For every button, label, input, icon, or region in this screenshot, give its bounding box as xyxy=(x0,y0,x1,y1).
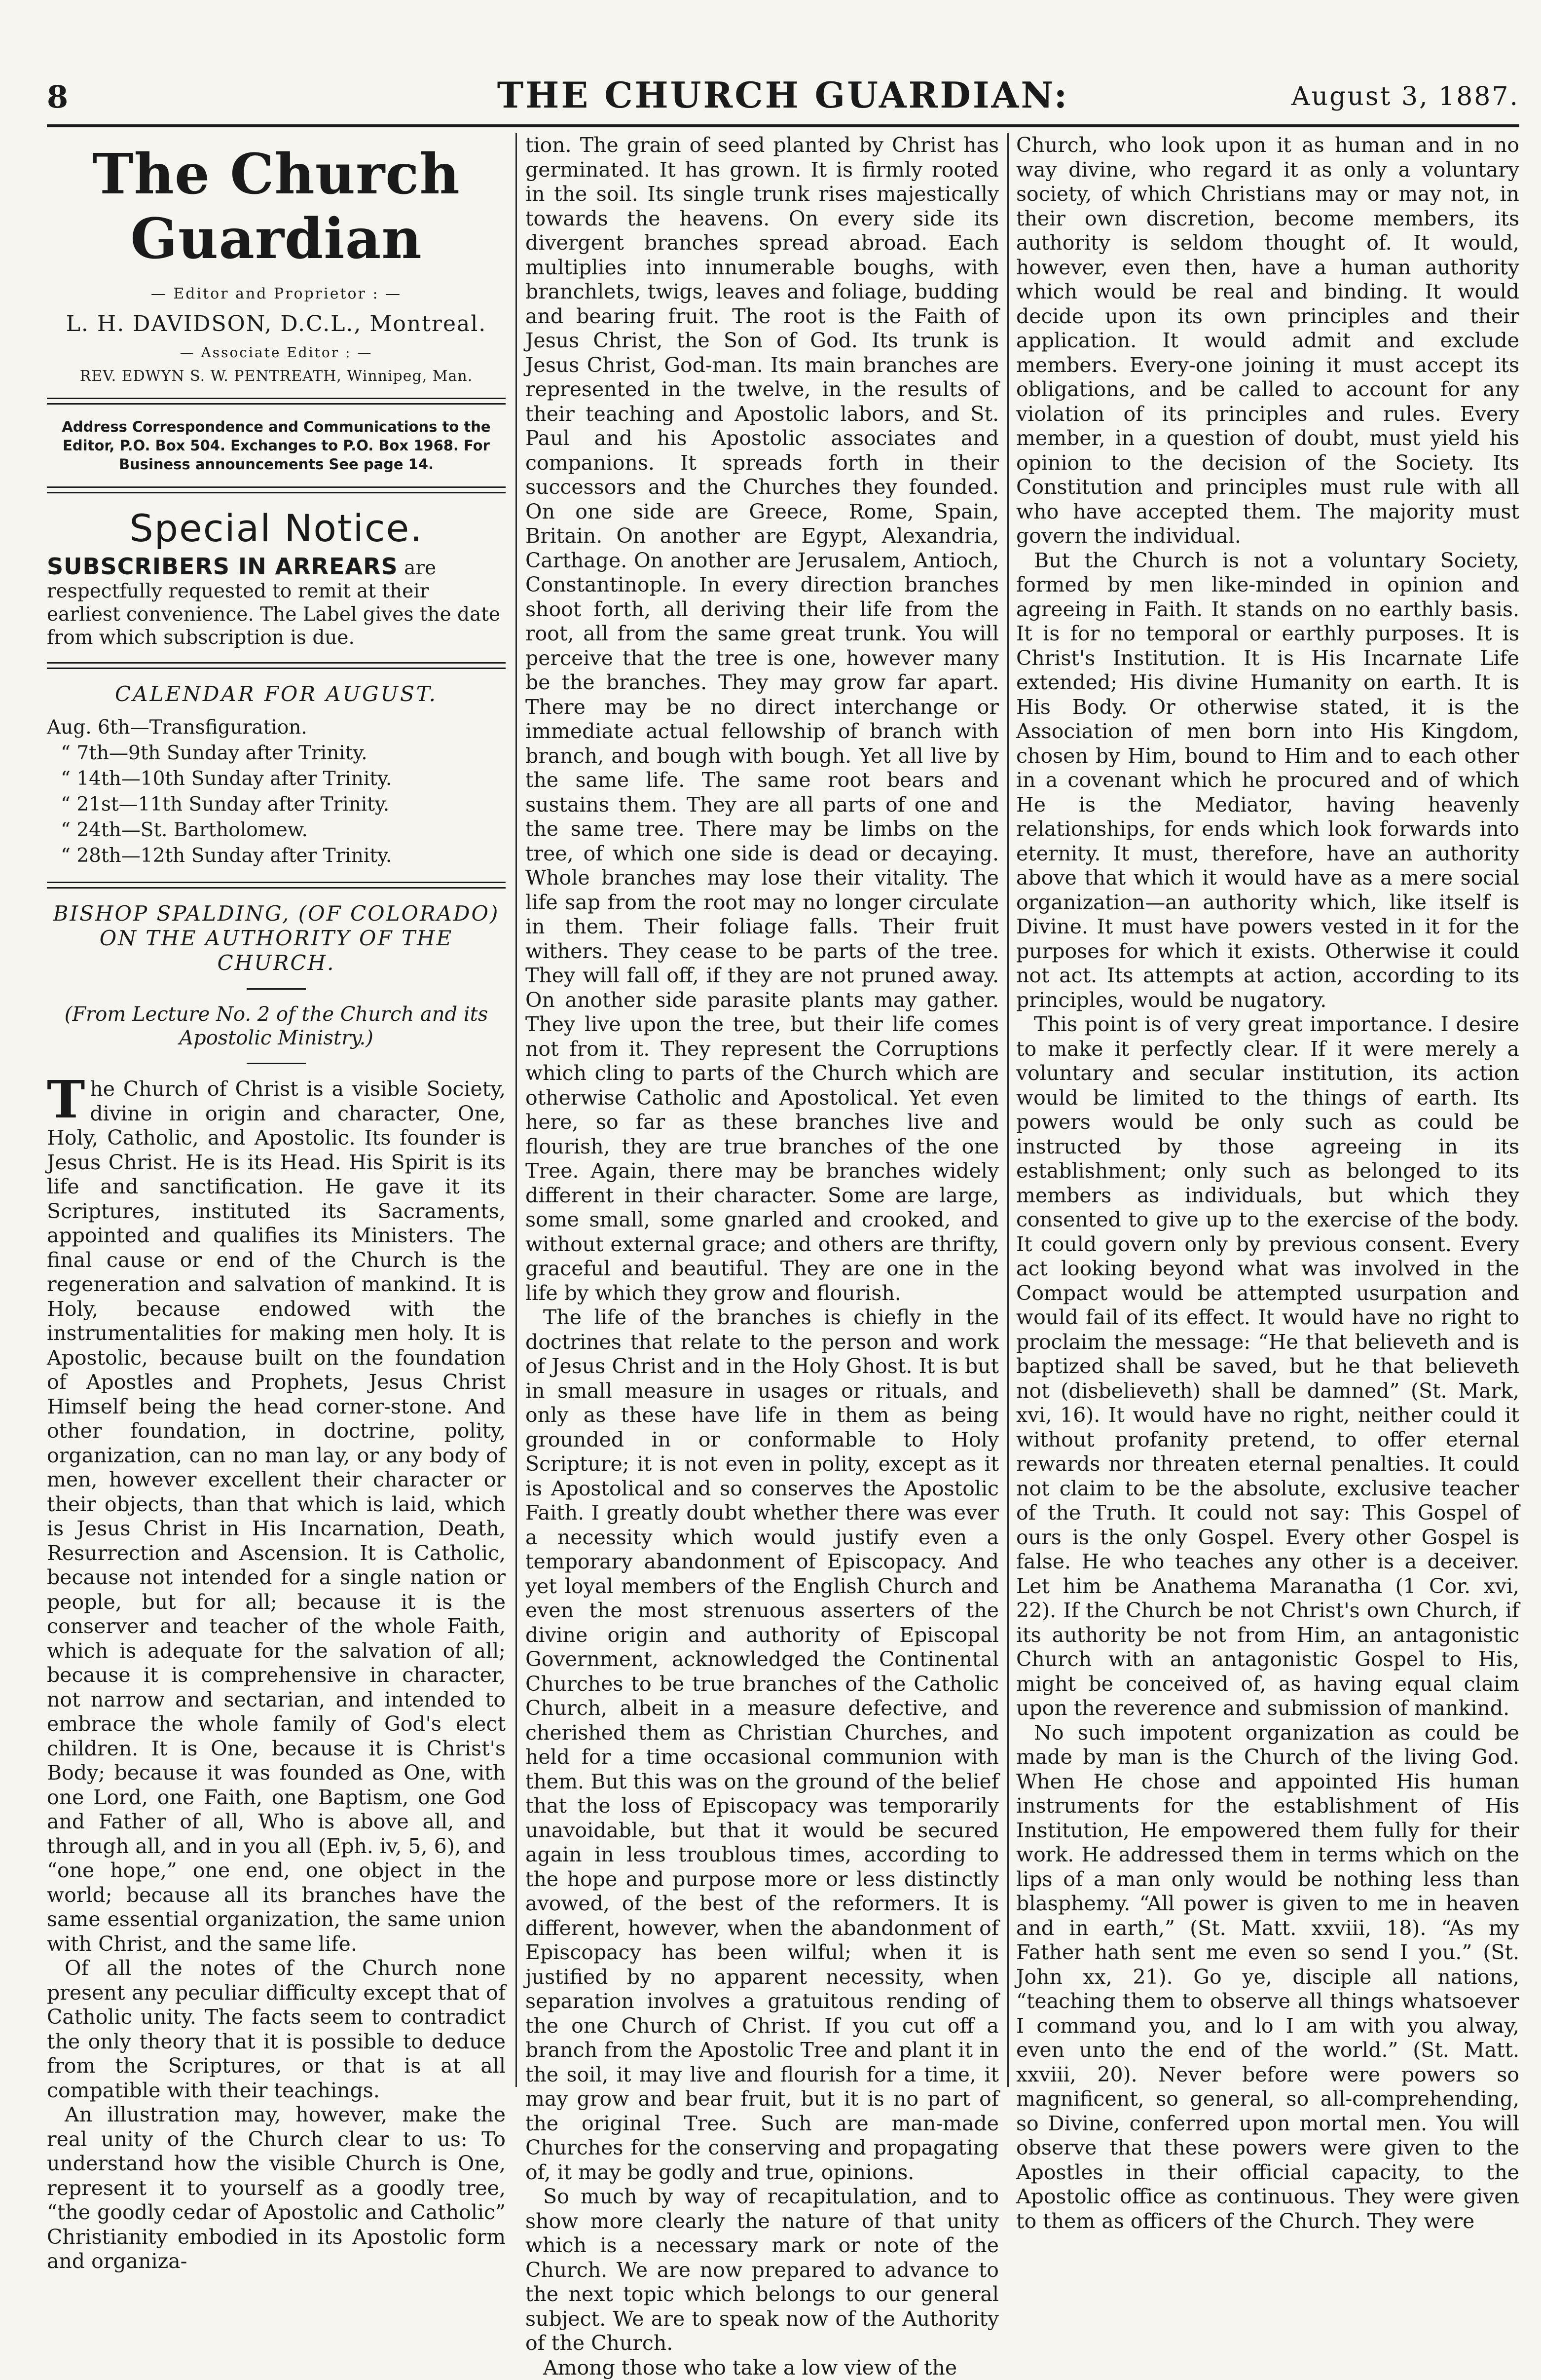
article-paragraph: The life of the branches is chiefly in the doctrines that relate to the person and work of Jesus Christ and in the Holy Ghost. It is but in small measure in usages or rituals, and only as these have life in them as being grounded in or conformable to Holy Scripture; it is not even in polity, except as it is Apostolical and so conserves the Apostolic Faith. I greatly doubt whether there was ever a necessity which would justify even a temporary abandonment of Episcopacy. And yet loyal members of the English Church and even the most strenuous asserters of the divine origin and authority of Episcopal Government, acknowledged the Continental Churches to be true branches of the Catholic Church, albeit in a measure defective, and cherished them as Christian Churches, and held for a time occasional communion with them. But this was on the ground of the belief that the loss of Episcopacy was temporarily unavoidable, but that it would be secured again in less troublous times, according to the hope and purpose more or less distinctly avowed, of the best of the reformers. It is different, however, when the abandonment of Episcopacy has been wilful; when it is justified by no apparent necessity, when separation involves a gratuitous rending of the one Church of Christ. If you cut off a branch from the Apostolic Tree and plant it in the soil, it may live and flourish for a time, it may grow and bear fruit, but it is no part of the original Tree. Such are man-made Churches for the conserving and propagating of, it may be godly and true, opinions. xyxy=(525,1305,999,2185)
special-notice-text: are respectfully requested to remit at their earliest convenience. The Label gives the date from which subscription is due. xyxy=(47,557,500,649)
special-notice-lead: SUBSCRIBERS IN ARREARS xyxy=(47,553,398,580)
short-rule xyxy=(247,988,306,990)
calendar-entry: “ 14th—10th Sunday after Trinity. xyxy=(47,766,506,792)
address-notice: Address Correspondence and Communications to the Editor, P.O. Box 504. Exchanges to P.O. Box 1968. For Business announcements See page 14. xyxy=(47,417,506,474)
associate-editor-name: REV. EDWYN S. W. PENTREATH, Winnipeg, Man. xyxy=(47,368,506,385)
article-paragraph: So much by way of recapitulation, and to show more clearly the nature of that unity which is a necessary mark or note of the Church. We are now prepared to advance to the next topic which belongs to our general subject. We are to speak now of the Authority of the Church. xyxy=(525,2185,999,2356)
associate-editor-label: — Associate Editor : — xyxy=(47,344,506,361)
calendar-title: CALENDAR FOR AUGUST. xyxy=(47,682,506,706)
drop-cap: T xyxy=(47,1080,85,1119)
article-paragraph: Church, who look upon it as human and in no way divine, who regard it as only a voluntary society, of which Christians may or may not, in their own discretion, become members, its authority is seldom thought of. It would, however, even then, have a human authority which would be real and binding. It would decide upon its own principles and their application. It would admit and exclude members. Every-one joining it must accept its obligations, and be called to account for any violation of its principles and rules. Every member, in a question of doubt, must yield his opinion to the decision of the Society. Its Constitution and principles must rule with all who have accepted them. The majority must govern the individual. xyxy=(1016,133,1519,549)
editor-label: — Editor and Proprietor : — xyxy=(47,285,506,302)
running-head xyxy=(47,74,1519,123)
calendar-entry: “ 28th—12th Sunday after Trinity. xyxy=(47,843,506,869)
editor-name: L. H. DAVIDSON, D.C.L., Montreal. xyxy=(47,311,506,336)
header-rule xyxy=(47,124,1519,127)
column-rule xyxy=(515,133,517,2087)
column-2 xyxy=(525,133,999,2087)
section-rule xyxy=(47,882,506,889)
calendar-entry: “ 7th—9th Sunday after Trinity. xyxy=(47,741,506,766)
section-rule xyxy=(47,486,506,493)
article-paragraph: An illustration may, however, make the real unity of the Church clear to us: To understand how the visible Church is One, represent it to yourself as a goodly tree, “the goodly cedar of Apostolic and Catholic” Christianity embodied in its Apostolic form and organiza- xyxy=(47,2103,506,2274)
section-rule xyxy=(47,662,506,669)
article-paragraph: This point is of very great importance. I desire to make it perfectly clear. If it were merely a voluntary and secular institution, its action would be limited to the things of earth. Its powers would be only such as could be instructed by those agreeing in its establishment; only such as belonged to its members as individuals, but which they consented to give up to the exercise of the body. It could govern only by previous consent. Every act looking beyond what was involved in the Compact would be attempted usurpation and would fail of its effect. It would have no right to proclaim the message: “He that believeth and is baptized shall be saved, but he that believeth not (disbelieveth) shall be damned” (St. Mark, xvi, 16). It would have no right, neither could it without profanity pretend, to offer eternal rewards nor threaten eternal penalties. It could not claim to be the absolute, exclusive teacher of the Truth. It could not say: This Gospel of ours is the only Gospel. Every other Gospel is false. He who teaches any other is a deceiver. Let him be Anathema Maranatha (1 Cor. xvi, 22). If the Church be not Christ's own Church, if its authority be not from Him, an antagonistic Church with an antagonistic Gospel to His, might be conceived of, as having equal claim upon the reverence and submission of mankind. xyxy=(1016,1012,1519,1721)
column-3 xyxy=(1016,133,1519,2087)
article-source: (From Lecture No. 2 of the Church and its Apostolic Ministry.) xyxy=(47,1003,506,1050)
section-rule xyxy=(47,398,506,405)
issue-date: August 3, 1887. xyxy=(1291,82,1519,112)
paper-title: THE CHURCH GUARDIAN: xyxy=(47,74,1519,116)
article-paragraph: But the Church is not a voluntary Society, formed by men like-minded in opinion and agreeing in Faith. It stands on no earthly basis. It is for no temporal or earthly purposes. It is Christ's Institution. It is His Incarnate Life extended; His divine Humanity on earth. It is His Body. Or otherwise stated, it is the Association of men born into His Kingdom, chosen by Him, bound to Him and to each other in a covenant which he procured and of which He is the Mediator, having heavenly relationships, for ends which look forwards into eternity. It must, therefore, have an authority above that which it would have as a mere social organization—an authority which, like itself is Divine. It must have powers vested in it for the purposes for which it exists. Otherwise it could not act. Its attempts at action, according to its principles, would be nugatory. xyxy=(1016,549,1519,1013)
calendar-entry: “ 21st—11th Sunday after Trinity. xyxy=(47,792,506,818)
article-paragraph: No such impotent organization as could be made by man is the Church of the living God. When He chose and appointed His human instruments for the establishment of His Institution, He empowered them fully for their work. He addressed them in terms which on the lips of a man only would be nothing less than blasphemy. “All power is given to me in heaven and in earth,” (St. Matt. xxviii, 18). “As my Father hath sent me even so send I you.” (St. John xx, 21). Go ye, disciple all nations, “teaching them to observe all things whatsoever I command you, and lo I am with you alway, even unto the end of the world.” (St. Matt. xxviii, 20). Never before were powers so magnificent, so general, so all-comprehending, so Divine, conferred upon mortal men. You will observe that these powers were given to the Apostles in their official capacity, to the Apostolic office as continuous. They were given to them as officers of the Church. They were xyxy=(1016,1721,1519,2234)
article-paragraph: tion. The grain of seed planted by Christ has germinated. It has grown. It is firmly rooted in the soil. Its single trunk rises majestically towards the heavens. On every side its divergent branches spread abroad. Each multiplies into innumerable boughs, with branchlets, twigs, leaves and foliage, budding and bearing fruit. The root is the Faith of Jesus Christ, the Son of God. Its trunk is Jesus Christ, God-man. Its main branches are represented in the twelve, in the results of their teaching and Apostolic labors, and St. Paul and his Apostolic associates and companions. It spreads forth in their successors and the Churches they founded. On one side are Greece, Rome, Spain, Britain. On another are Egypt, Alexandria, Carthage. On another are Jerusalem, Antioch, Constantinople. In every direction branches shoot forth, all deriving their life from the root, all from the same great trunk. You will perceive that the tree is one, however many be the branches. They may grow far apart. There may be no direct interchange or immediate actual fellowship of branch with branch, and bough with bough. Yet all live by the same life. The same root bears and sustains them. They are all parts of one and the same tree. There may be limbs on the tree, of which one side is dead or decaying. Whole branches may lose their vitality. The life sap from the root may no longer circulate in them. Their foliage falls. Their fruit withers. They cease to be parts of the tree. They will fall off, if they are not pruned away. On another side parasite plants may gather. They live upon the tree, but their life comes not from it. They represent the Corruptions which cling to parts of the Church which are otherwise Catholic and Apostolical. Yet even here, so far as these branches live and flourish, they are true branches of the one Tree. Again, there may be branches widely different in their character. Some are large, some small, some gnarled and crooked, and without external grace; and others are thrifty, graceful and beautiful. They are one in the life by which they grow and flourish. xyxy=(525,133,999,1305)
column-1 xyxy=(47,133,506,2087)
paragraph-text: he Church of Christ is a visible Society, divine in origin and character, One, Holy, Catholic, and Apostolic. Its founder is Jesus Christ. He is its Head. His Spirit is its life and sanctification. He gave it its Scriptures, instituted its Sacraments, appointed and qualifies its Ministers. The final cause or end of the Church is the regeneration and salvation of mankind. It is Holy, because endowed with the instrumentalities for making men holy. It is Apostolic, because built on the foundation of Apostles and Prophets, Jesus Christ Himself being the head corner-stone. And other foundation, in doctrine, polity, organization, can no man lay, or any body of men, however excellent their character or their objects, than that which is laid, which is Jesus Christ in His Incarnation, Death, Resurrection and Ascension. It is Catholic, because not intended for a single nation or people, but for all; because it is the conserver and teacher of the whole Faith, which is adequate for the salvation of all; because it is comprehensive in character, not narrow and sectarian, and intended to embrace the whole family of God's elect children. It is One, because it is Christ's Body; because it was founded as One, with one Lord, one Faith, one Baptism, one God and Father of all, Who is above all, and through all, and in you all (Eph. iv, 5, 6), and “one hope,” one end, one object in the world; because all its branches have the same essential organization, the same union with Christ, and the same life. xyxy=(47,1077,506,1956)
calendar-entry: “ 24th—St. Bartholomew. xyxy=(47,818,506,843)
special-notice-body xyxy=(47,555,506,649)
short-rule xyxy=(247,1063,306,1064)
article-title: BISHOP SPALDING, (OF COLORADO) ON THE AUTHORITY OF THE CHURCH. xyxy=(47,901,506,975)
page-number: 8 xyxy=(47,79,68,115)
column-rule xyxy=(1007,133,1009,2087)
special-notice-title: Special Notice. xyxy=(47,506,506,550)
masthead-title: The Church Guardian xyxy=(47,142,506,271)
article-paragraph: Of all the notes of the Church none present any peculiar difficulty except that of Catholic unity. The facts seem to contradict the only theory that it is possible to deduce from the Scriptures, or that is at all compatible with their teachings. xyxy=(47,1956,506,2103)
article-paragraph xyxy=(47,1077,506,1956)
calendar-entry: Aug. 6th—Transfiguration. xyxy=(47,715,506,741)
article-paragraph: Among those who take a low view of the xyxy=(525,2356,999,2380)
